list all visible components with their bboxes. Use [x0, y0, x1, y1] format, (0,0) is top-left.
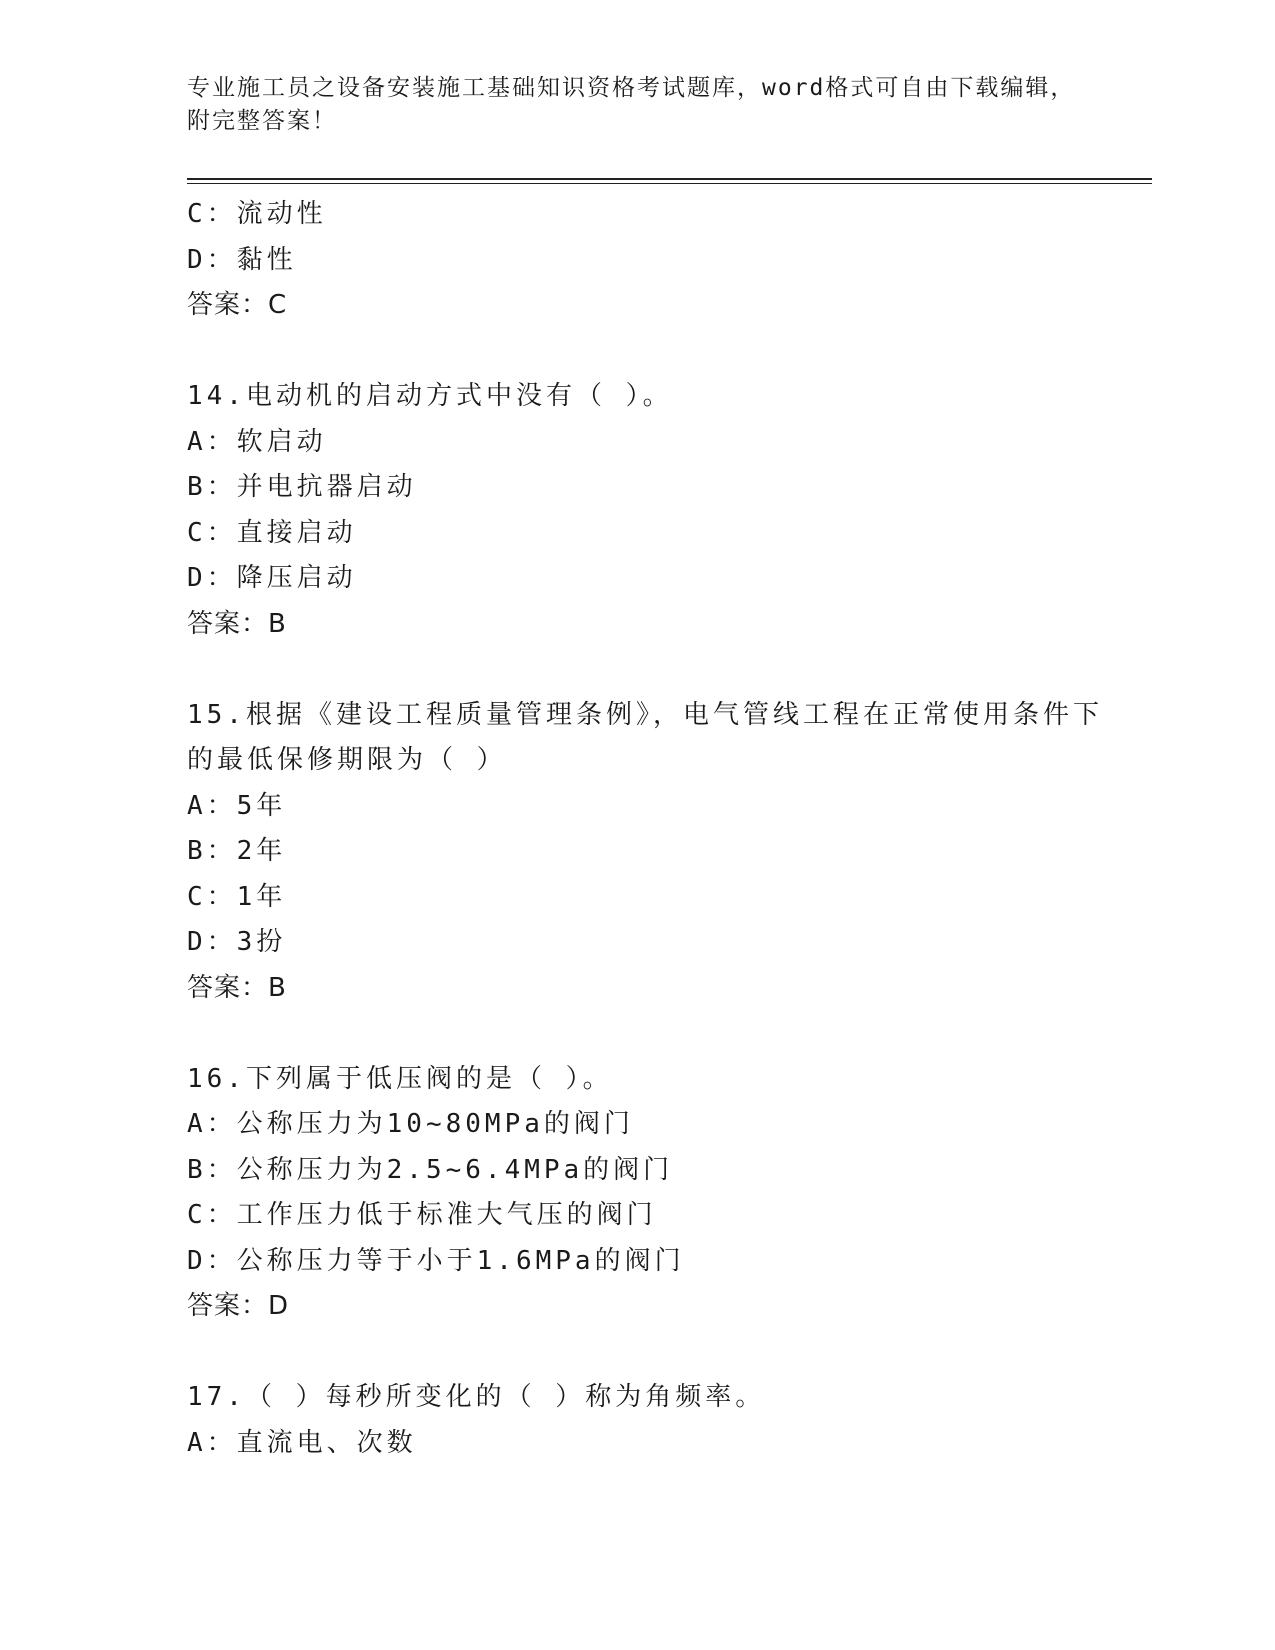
q17-stem: 17.（ ）每秒所变化的（ ）称为角频率。	[187, 1382, 766, 1412]
q16-option-c: C：工作压力低于标准大气压的阀门	[187, 1200, 657, 1230]
q13-option-c: C：流动性	[187, 199, 327, 229]
question-14	[187, 374, 1107, 647]
question-17	[187, 1375, 1107, 1466]
q15-option-b: B：2年	[187, 836, 287, 866]
question-13	[187, 192, 1107, 329]
header-divider-thick	[187, 178, 1152, 180]
question-15	[187, 693, 1107, 1012]
q15-answer: 答案：B	[187, 972, 287, 1003]
q16-stem: 16.下列属于低压阀的是（ ）。	[187, 1063, 613, 1094]
q14-answer: 答案：B	[187, 608, 287, 639]
spacer	[187, 647, 1107, 693]
q14-stem: 14.电动机的启动方式中没有（ ）。	[187, 381, 673, 411]
q13-option-d: D：黏性	[187, 244, 297, 275]
q13-answer: 答案：C	[187, 290, 288, 320]
document-header	[187, 72, 1087, 138]
question-list	[187, 192, 1107, 1466]
q14-option-c: C：直接启动	[187, 517, 357, 548]
q16-answer: 答案：D	[187, 1291, 290, 1321]
spacer	[187, 1011, 1107, 1057]
header-line-1: 专业施工员之设备安装施工基础知识资格考试题库，word格式可自由下载编辑，	[187, 75, 1076, 101]
q14-option-a: A：软启动	[187, 426, 327, 457]
q15-option-d: D：3扮	[187, 927, 287, 957]
q16-option-a: A：公称压力为10~80MPa的阀门	[187, 1109, 634, 1139]
q17-option-a: A：直流电、次数	[187, 1427, 417, 1458]
question-16	[187, 1057, 1107, 1330]
header-line-2: 附完整答案！	[187, 108, 337, 134]
q15-option-a: A：5年	[187, 790, 287, 821]
header-divider-thin	[187, 183, 1152, 184]
q16-option-b: B：公称压力为2.5~6.4MPa的阀门	[187, 1154, 674, 1185]
spacer	[187, 329, 1107, 375]
q15-option-c: C：1年	[187, 881, 287, 912]
q15-stem-line-2: 的最低保修期限为（ ）	[187, 745, 507, 775]
spacer	[187, 1330, 1107, 1376]
q14-option-d: D：降压启动	[187, 563, 357, 593]
q15-stem-line-1: 15.根据《建设工程质量管理条例》，电气管线工程在正常使用条件下	[187, 699, 1103, 730]
q16-option-d: D：公称压力等于小于1.6MPa的阀门	[187, 1245, 685, 1276]
q14-option-b: B：并电抗器启动	[187, 472, 417, 502]
